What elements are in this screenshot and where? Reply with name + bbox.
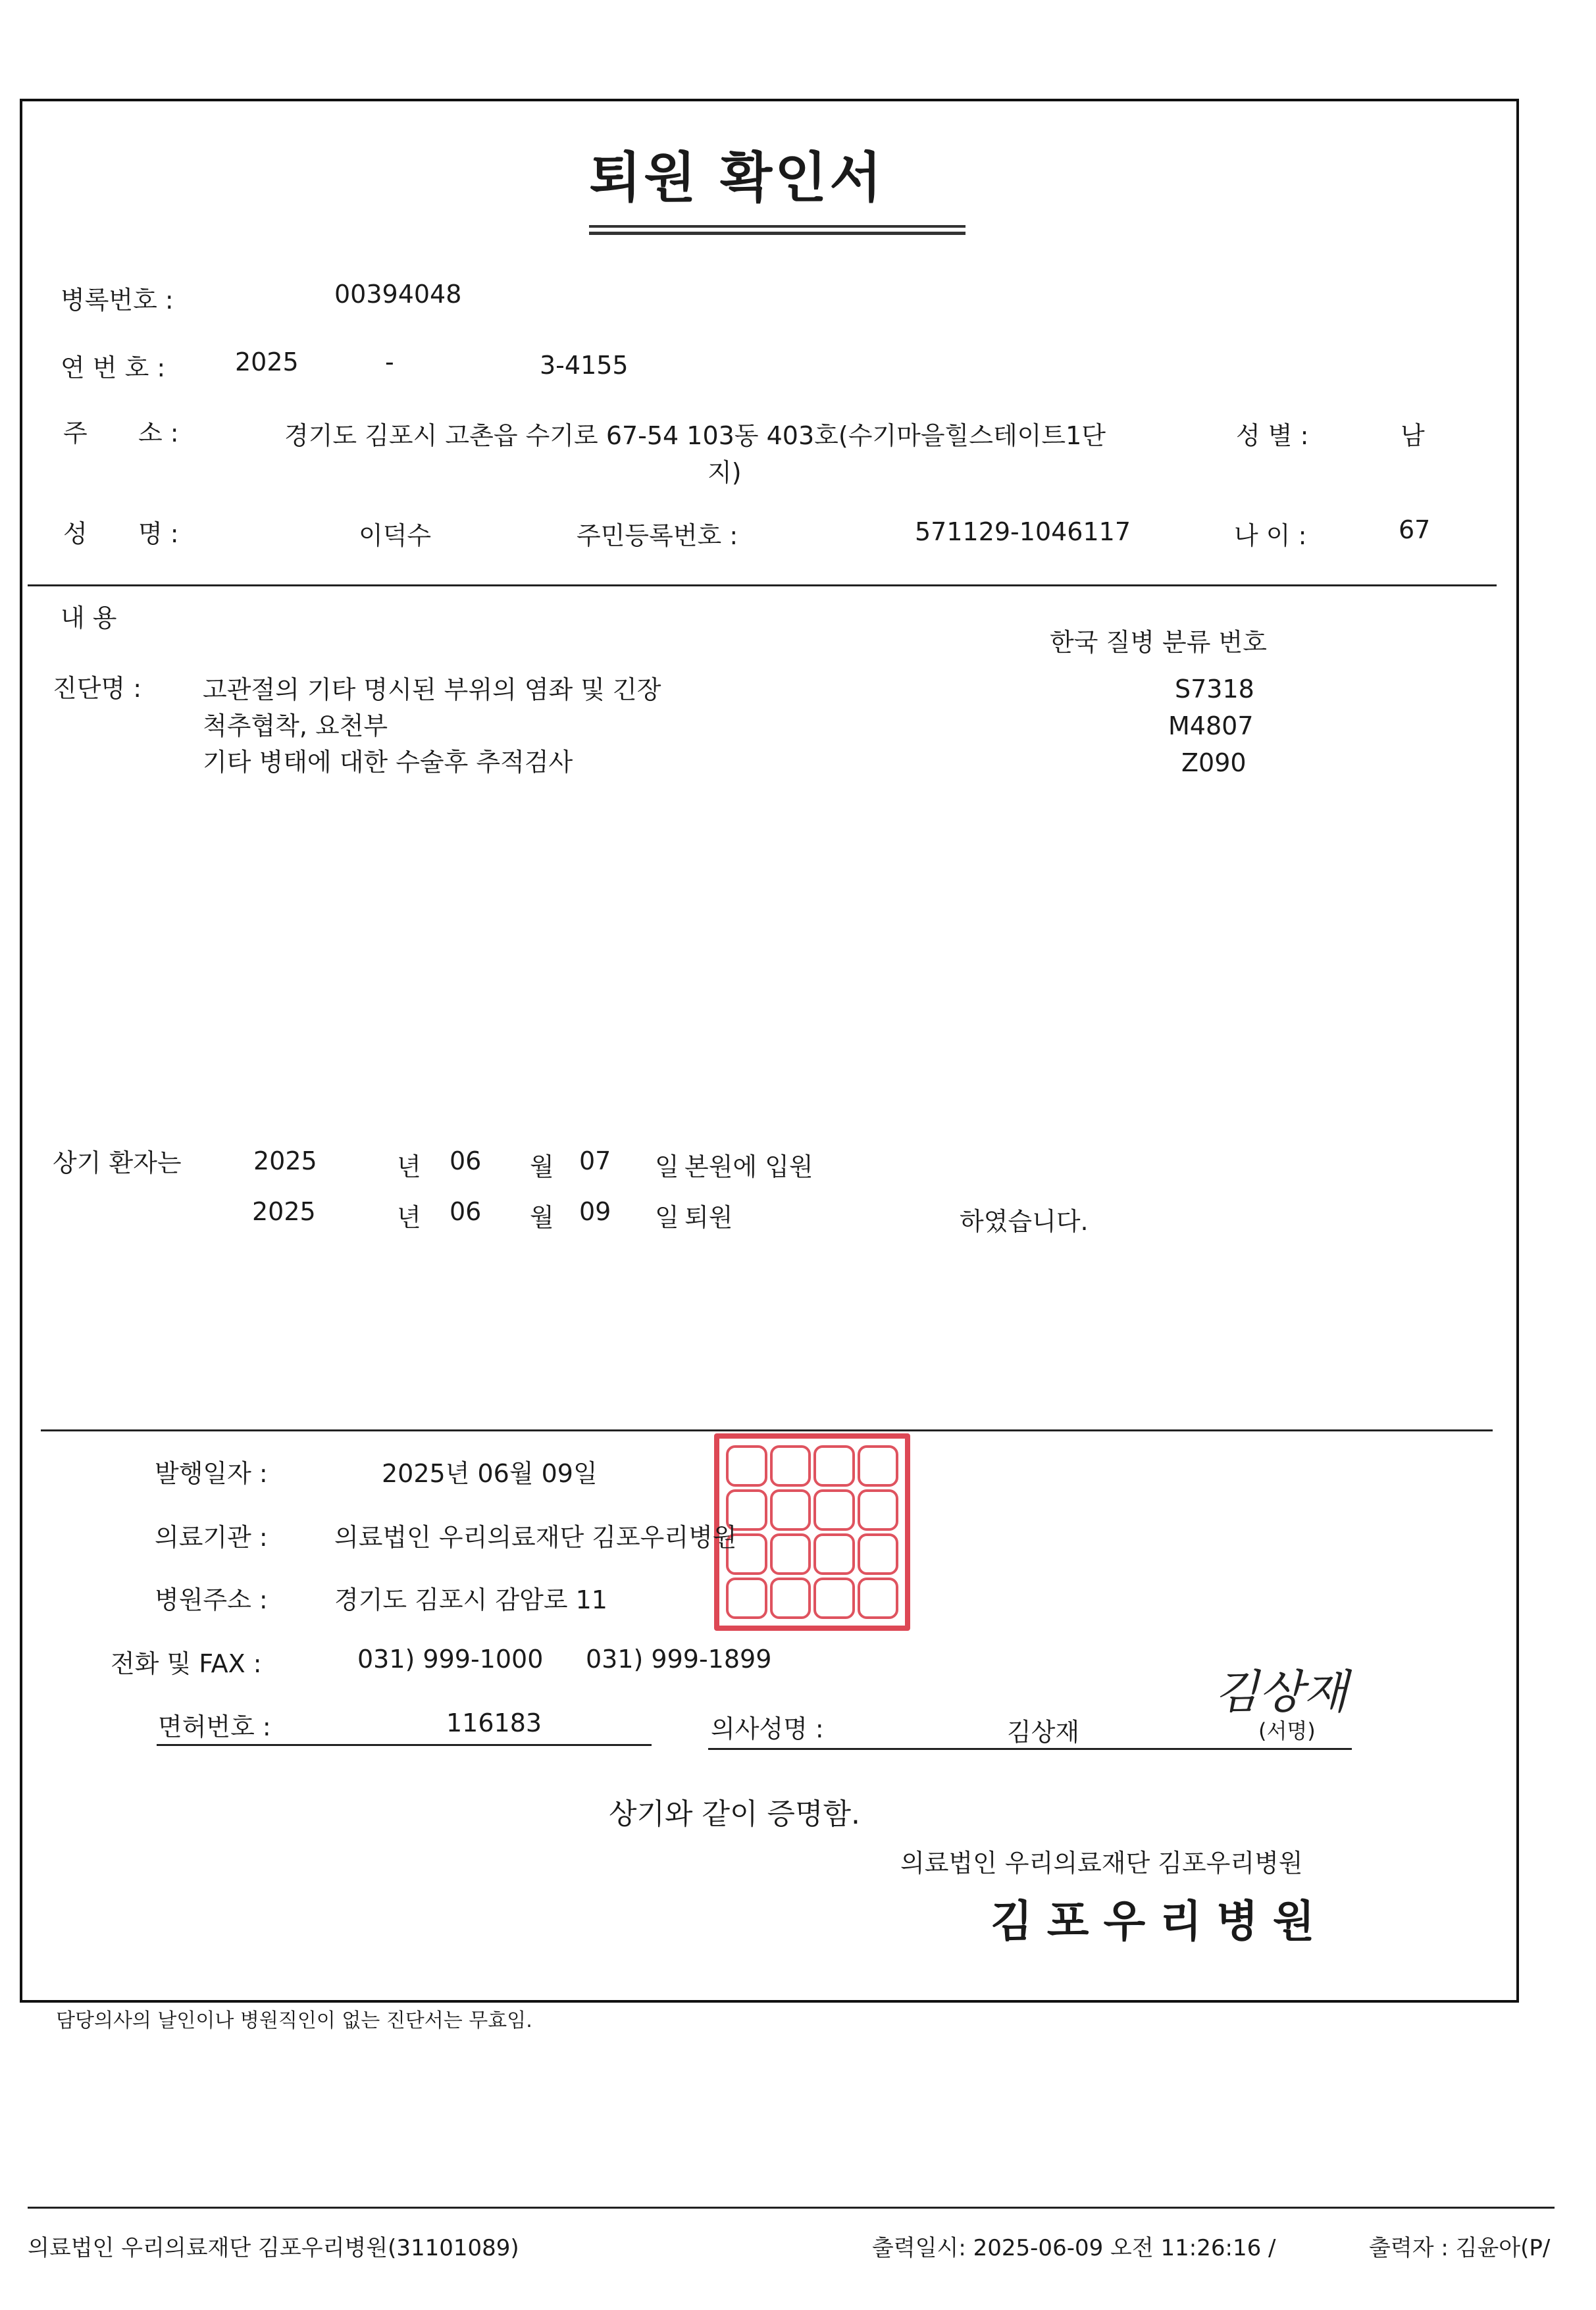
age-value: 67 — [1399, 515, 1431, 544]
address-label: 소 : — [138, 419, 179, 448]
age-label: 나 이 : — [1234, 521, 1307, 550]
admit-day: 07 — [579, 1146, 611, 1175]
validity-notice: 담당의사의 날인이나 병원직인이 없는 진단서는 무효임. — [56, 2009, 532, 2032]
phone-number: 031) 999-1000 — [357, 1645, 544, 1674]
license-underline — [157, 1744, 652, 1746]
signature-note: (서명) — [1258, 1718, 1316, 1743]
diagnosis-code: S7318 — [1175, 675, 1254, 704]
institution-label: 의료기관 : — [155, 1523, 268, 1552]
foundation-name: 의료법인 우리의료재단 김포우리병원 — [900, 1849, 1303, 1878]
rrn-value: 571129-1046117 — [915, 517, 1131, 546]
rrn-label: 주민등록번호 : — [577, 521, 738, 550]
hospital-address-label: 병원주소 : — [155, 1585, 268, 1614]
discharge-year: 2025 — [252, 1197, 316, 1226]
discharge-month-unit: 월 — [530, 1203, 554, 1232]
title-underline — [589, 225, 965, 228]
kcd-header: 한국 질병 분류 번호 — [1050, 628, 1267, 657]
closing-text: 하였습니다. — [960, 1207, 1089, 1236]
admit-year-unit: 년 — [397, 1152, 421, 1181]
discharge-year-unit: 년 — [397, 1203, 421, 1232]
patient-name: 이덕수 — [359, 521, 432, 550]
hospital-name: 김포우리병원 — [991, 1896, 1329, 1947]
diagnosis-name: 고관절의 기타 명시된 부위의 염좌 및 긴장 — [203, 675, 661, 704]
discharge-day-unit: 일 — [655, 1203, 679, 1232]
doctor-name: 김상재 — [1007, 1718, 1080, 1747]
admit-month-unit: 월 — [530, 1152, 554, 1181]
document-title: 퇴원 확인서 — [589, 147, 885, 209]
phone-fax-label: 전화 및 FAX : — [111, 1649, 262, 1678]
address-label-char: 주 — [63, 419, 88, 448]
record-number-value: 00394048 — [334, 280, 462, 309]
license-number: 116183 — [446, 1708, 542, 1737]
doctor-underline — [708, 1748, 1352, 1750]
issue-date-label: 발행일자 : — [155, 1459, 268, 1488]
serial-number-value: 3-4155 — [540, 351, 629, 380]
stay-intro: 상기 환자는 — [53, 1148, 182, 1177]
issue-date: 2025년 06월 09일 — [382, 1459, 598, 1488]
serial-number-label: 연 번 호 : — [61, 353, 166, 382]
doctor-label: 의사성명 : — [711, 1714, 824, 1743]
footer-hospital: 의료법인 우리의료재단 김포우리병원(31101089) — [28, 2235, 519, 2261]
fax-number: 031) 999-1899 — [586, 1645, 772, 1674]
sex-value: 남 — [1401, 421, 1425, 450]
diagnosis-name: 기타 병태에 대한 수술후 추적검사 — [203, 748, 573, 777]
admit-month: 06 — [450, 1146, 482, 1175]
license-label: 면허번호 : — [158, 1712, 271, 1741]
diagnosis-label: 진단명 : — [53, 674, 142, 703]
doctor-signature: 김상재 — [1214, 1665, 1348, 1719]
diagnosis-code: Z090 — [1181, 748, 1247, 777]
name-label: 명 : — [138, 519, 179, 548]
footer-divider — [28, 2207, 1555, 2209]
footer-print-time: 출력일시: 2025-06-09 오전 11:26:16 / — [872, 2235, 1276, 2261]
patient-address-line2: 지) — [708, 458, 742, 487]
hospital-address: 경기도 김포시 감암로 11 — [334, 1585, 607, 1614]
record-number-label: 병록번호 : — [61, 286, 174, 315]
name-label-char: 성 — [63, 519, 88, 548]
serial-dash: - — [385, 347, 394, 376]
certify-text: 상기와 같이 증명함. — [609, 1797, 860, 1831]
patient-address-line1: 경기도 김포시 고촌읍 수기로 67-54 103동 403호(수기마을힐스테이트1단 — [284, 421, 1106, 450]
admit-day-unit: 일 — [655, 1152, 679, 1181]
diagnosis-name: 척추협착, 요천부 — [203, 711, 388, 740]
content-section-label: 내 용 — [61, 603, 117, 632]
footer-printed-by: 출력자 : 김윤아(P/ — [1369, 2235, 1551, 2261]
diagnosis-code: M4807 — [1168, 711, 1254, 740]
admit-year: 2025 — [253, 1146, 317, 1175]
admit-text: 본원에 입원 — [684, 1152, 813, 1181]
content-divider — [41, 1429, 1493, 1431]
discharge-day: 09 — [579, 1197, 611, 1226]
sex-label: 성 별 : — [1236, 421, 1309, 450]
hospital-seal — [714, 1433, 910, 1631]
discharge-text: 퇴원 — [684, 1203, 733, 1232]
serial-year: 2025 — [235, 347, 299, 376]
header-divider — [28, 584, 1497, 586]
institution-name: 의료법인 우리의료재단 김포우리병원 — [334, 1523, 737, 1552]
discharge-month: 06 — [450, 1197, 482, 1226]
title-underline-bold — [589, 232, 965, 235]
